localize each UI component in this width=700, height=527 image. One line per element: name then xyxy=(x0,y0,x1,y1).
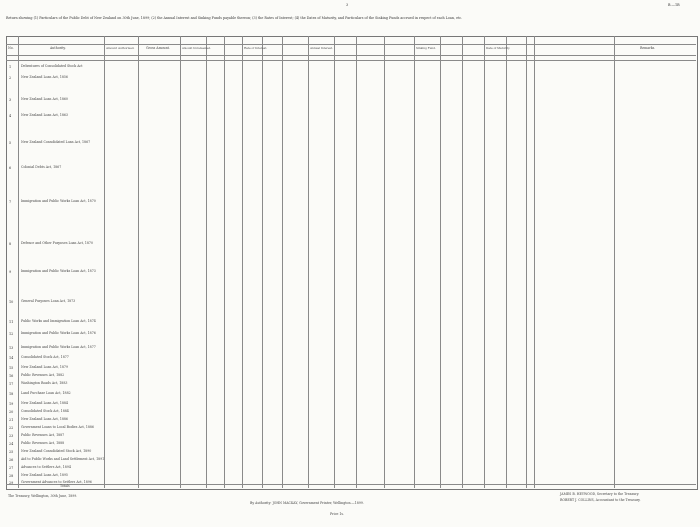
row-number: 8 xyxy=(9,242,12,246)
row-authority: Defence and Other Purposes Loan Act, 1870 xyxy=(21,241,93,245)
footer-treasury: The Treasury, Wellington, 30th June, 1899. xyxy=(8,494,78,498)
column-rule xyxy=(614,36,615,488)
row-authority: Government Loans to Local Bodies Act, 1886 xyxy=(21,425,94,429)
row-number: 1 xyxy=(9,65,12,69)
column-head-gross: Gross Amount. xyxy=(146,46,170,50)
column-head-authority: Authority. xyxy=(50,46,66,50)
row-number: 9 xyxy=(9,270,12,274)
row-number: 14 xyxy=(9,356,14,360)
row-number: 21 xyxy=(9,418,14,422)
row-authority: New Zealand Consolidated Stock Act, 1890 xyxy=(21,449,92,453)
column-rule xyxy=(180,36,181,488)
header-rule xyxy=(6,44,696,45)
row-number: 15 xyxy=(9,366,14,370)
footer-secretary: JAMES B. HEYWOOD, Secretary to the Treasury. xyxy=(560,492,640,496)
column-head-maturity: Date of Maturity. xyxy=(486,46,511,50)
page-number-right: B.—1B xyxy=(668,3,680,7)
row-number: 12 xyxy=(9,332,14,336)
row-number: 22 xyxy=(9,426,14,430)
row-number: 10 xyxy=(9,300,14,304)
row-number: 19 xyxy=(9,402,14,406)
column-rule xyxy=(356,36,357,488)
row-authority: Public Revenues Act, 1888 xyxy=(21,441,65,445)
row-number: 6 xyxy=(9,166,12,170)
footer-printer: By Authority: JOHN MACKAY, Government Printer, Wellington.—1899. xyxy=(250,501,364,505)
row-number: 24 xyxy=(9,442,14,446)
row-number: 7 xyxy=(9,200,12,204)
row-authority: New Zealand Loan Act, 1863 xyxy=(21,113,68,117)
column-head-sinking: Sinking Fund. xyxy=(416,46,436,50)
footer-price: Price 1s. xyxy=(330,512,345,516)
column-rule xyxy=(334,36,335,488)
column-head-authorised: Amount Authorised. xyxy=(106,46,135,50)
totals-rule xyxy=(6,484,696,485)
row-authority: Consolidated Stock Act, 1877 xyxy=(21,355,69,359)
column-rule xyxy=(384,36,385,488)
table-frame xyxy=(6,36,698,490)
row-authority: Public Works and Immigration Loan Act, 1874 xyxy=(21,319,96,323)
row-authority: Land Purchase Loan Act, 1882 xyxy=(21,391,71,395)
page-number-left: 3 xyxy=(346,3,349,7)
row-number: 16 xyxy=(9,374,14,378)
row-number: 3 xyxy=(9,98,12,102)
row-authority: Consolidated Stock Act, 1884 xyxy=(21,409,69,413)
row-authority: New Zealand Loan Act, 1886 xyxy=(21,417,68,421)
row-number: 26 xyxy=(9,458,14,462)
row-authority: New Zealand Loan Act, 1856 xyxy=(21,75,68,79)
header-rule xyxy=(6,60,696,61)
row-authority: New Zealand Loan Act, 1884 xyxy=(21,401,68,405)
row-authority: Debentures of Consolidated Stock Act xyxy=(21,64,83,68)
column-head-unredeemed: Amount Unredeemed. xyxy=(182,47,211,50)
row-number: 13 xyxy=(9,346,14,350)
column-rule xyxy=(282,36,283,488)
document-title: Return showing (1) Particulars of the Public Debt of New Zealand on 30th June, 1899; (2) the Annual Interest and Sinking Funds payable thereon; (3) the Rates of Interest; (4) the Dates of Maturity, and Particulars of the Sinking Funds accrued in respect of each Loan, etc. xyxy=(6,16,463,20)
column-rule xyxy=(440,36,441,488)
column-rule xyxy=(462,36,463,488)
column-rule xyxy=(308,36,309,488)
row-number: 18 xyxy=(9,392,14,396)
row-number: 23 xyxy=(9,434,14,438)
row-authority: Immigration and Public Works Loan Act, 1873 xyxy=(21,269,96,273)
row-authority: Advances to Settlers Act, 1894 xyxy=(21,465,71,469)
row-authority: Immigration and Public Works Loan Act, 1876 xyxy=(21,331,96,335)
row-number: 17 xyxy=(9,382,14,386)
column-rule xyxy=(484,36,485,488)
row-number: 11 xyxy=(9,320,14,324)
column-rule xyxy=(104,36,105,488)
row-authority: Washington Roads Act, 1883 xyxy=(21,381,68,385)
column-head-remarks: Remarks. xyxy=(640,46,656,50)
row-number: 20 xyxy=(9,410,14,414)
column-rule xyxy=(18,36,19,488)
row-authority: Government Advances to Settlers Act, 1896 xyxy=(21,480,92,484)
row-number: 25 xyxy=(9,450,14,454)
column-head-no: No. xyxy=(8,46,14,50)
header-rule xyxy=(6,55,696,56)
column-rule xyxy=(206,36,207,488)
column-rule xyxy=(262,36,263,488)
row-authority: Public Revenues Act, 1882 xyxy=(21,373,65,377)
row-authority: New Zealand Loan Act, 1860 xyxy=(21,97,68,101)
row-authority: New Zealand Consolidated Loan Act, 1867 xyxy=(21,140,91,144)
column-rule xyxy=(506,36,507,488)
row-number: 27 xyxy=(9,466,14,470)
column-rule xyxy=(224,36,225,488)
column-head-rate: Rate of Interest. xyxy=(244,46,268,50)
totals-label: Totals xyxy=(60,484,70,488)
row-number: 29 xyxy=(9,481,14,485)
row-authority: New Zealand Loan Act, 1879 xyxy=(21,365,68,369)
column-head-interest: Annual Interest. xyxy=(310,46,334,50)
column-rule xyxy=(526,36,527,488)
row-authority: Aid to Public Works and Land Settlement Act, 1891 xyxy=(21,457,105,461)
row-authority: Immigration and Public Works Loan Act, 1870 xyxy=(21,199,96,203)
column-rule xyxy=(138,36,139,488)
row-number: 28 xyxy=(9,474,14,478)
row-number: 5 xyxy=(9,141,12,145)
column-rule xyxy=(242,36,243,488)
row-authority: New Zealand Loan Act, 1895 xyxy=(21,473,68,477)
row-authority: Immigration and Public Works Loan Act, 1877 xyxy=(21,345,96,349)
column-rule xyxy=(534,36,535,488)
row-number: 4 xyxy=(9,114,12,118)
row-number: 2 xyxy=(9,76,12,80)
column-rule xyxy=(414,36,415,488)
row-authority: Colonial Debts Act, 1867 xyxy=(21,165,62,169)
row-authority: Public Revenues Act, 1887 xyxy=(21,433,65,437)
row-authority: General Purposes Loan Act, 1873 xyxy=(21,299,76,303)
footer-accountant: ROBERT J. COLLINS, Accountant to the Treasury. xyxy=(560,498,641,502)
